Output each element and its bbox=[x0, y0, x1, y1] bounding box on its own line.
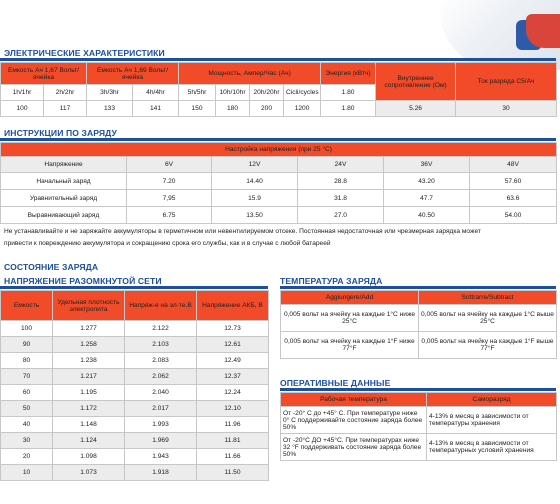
charge-state-cell: 1.258 bbox=[53, 337, 125, 353]
charge-state-cell: 1.195 bbox=[53, 385, 125, 401]
charging-row bbox=[1, 207, 557, 224]
charge-state-col-capacity: Емкость bbox=[1, 291, 53, 321]
charge-state-cell: 50 bbox=[1, 401, 53, 417]
electrical-sub-cell: 2h/2hr bbox=[44, 85, 87, 101]
charging-note-line-1: Не устанавливайте и не заряжайте аккумуляторы в герметичном или невентилируемом отсеке. Постоянная недостаточная или чрезмерная зарядка может bbox=[4, 228, 481, 235]
charge-state-col-density: Удельная плотность электролита bbox=[53, 291, 125, 321]
electrical-sub-cell: 20h/20hr bbox=[250, 85, 284, 101]
charge-state-cell: 12.73 bbox=[197, 321, 269, 337]
electrical-title: ЭЛЕКТРИЧЕСКИЕ ХАРАКТЕРИСТИКИ bbox=[4, 48, 165, 58]
electrical-value-cell: 117 bbox=[44, 101, 87, 117]
charge-state-cell: 90 bbox=[1, 337, 53, 353]
charge-state-cell: 11.50 bbox=[197, 465, 269, 481]
charge-state-col-battery-voltage: Напряжение АКБ, В bbox=[197, 291, 269, 321]
charge-state-table bbox=[0, 290, 269, 481]
electrical-head-capacity-169: Емкость Ач 1,69 Вольт/ячейка bbox=[87, 63, 179, 85]
table-row bbox=[1, 353, 269, 369]
charging-cell: 54.00 bbox=[470, 207, 557, 224]
charging-cell: 28.8 bbox=[298, 173, 384, 190]
table-row bbox=[1, 465, 269, 481]
charging-row-label: Начальный заряд bbox=[1, 173, 127, 190]
operating-cell: 4-13% в месяц в зависимости от температурных условий хранения bbox=[427, 434, 557, 461]
charge-state-cell: 70 bbox=[1, 369, 53, 385]
charging-cell: 6.75 bbox=[127, 207, 212, 224]
charge-state-cell: 2.122 bbox=[125, 321, 197, 337]
brand-decoration-red bbox=[526, 14, 560, 48]
electrical-value-cell: 150 bbox=[179, 101, 216, 117]
charge-state-cell: 60 bbox=[1, 385, 53, 401]
charging-row-label: Выравнивающий заряд bbox=[1, 207, 127, 224]
charging-cell: 63.6 bbox=[470, 190, 557, 207]
charging-cell: 31.8 bbox=[298, 190, 384, 207]
charging-row-label: Уравнительный заряд bbox=[1, 190, 127, 207]
charging-cell: 13.50 bbox=[212, 207, 298, 224]
charge-state-cell: 11.66 bbox=[197, 449, 269, 465]
electrical-value-cell: 1200 bbox=[284, 101, 321, 117]
charging-col-12v: 12V bbox=[212, 157, 298, 173]
electrical-sub-cell: 1.80 bbox=[321, 85, 376, 101]
electrical-value-cell: 180 bbox=[216, 101, 250, 117]
charge-state-cell: 12.49 bbox=[197, 353, 269, 369]
charge-state-cell: 11.81 bbox=[197, 433, 269, 449]
operating-col-temperature: Рабочая температура bbox=[281, 393, 427, 407]
charge-state-cell: 2.083 bbox=[125, 353, 197, 369]
table-row bbox=[1, 321, 269, 337]
charge-state-cell: 12.37 bbox=[197, 369, 269, 385]
temperature-rule bbox=[280, 286, 556, 289]
charge-state-subtitle: НАПРЯЖЕНИЕ РАЗОМКНУТОЙ СЕТИ bbox=[4, 276, 162, 286]
charge-state-cell: 12.10 bbox=[197, 401, 269, 417]
charging-note-line-2: привести к повреждению аккумулятора и сокращению срока его службы, как и в случае с любой батареей bbox=[4, 240, 331, 247]
table-row bbox=[1, 449, 269, 465]
charging-cell: 7.20 bbox=[127, 173, 212, 190]
electrical-head-capacity-167: Емкость Ач 1,67 Вольт/ячейка bbox=[1, 63, 87, 85]
charge-state-cell: 1.172 bbox=[53, 401, 125, 417]
operating-cell: От -20° С до +45° С. При температуре ниже 0° С поддерживайте состояние заряда более 50% bbox=[281, 407, 427, 434]
electrical-sub-cell: Cicli/cycles bbox=[284, 85, 321, 101]
operating-title: ОПЕРАТИВНЫЕ ДАННЫЕ bbox=[280, 378, 391, 388]
electrical-current-value: 30 bbox=[456, 101, 557, 117]
electrical-value-cell: 1.80 bbox=[321, 101, 376, 117]
temperature-row bbox=[281, 332, 557, 359]
charge-state-cell: 1.943 bbox=[125, 449, 197, 465]
electrical-sub-cell: 4h/4hr bbox=[133, 85, 179, 101]
operating-table bbox=[280, 392, 557, 461]
temperature-cell: 0,005 вольт на ячейку на каждые 1°C выше 25°C bbox=[419, 305, 557, 332]
charge-state-col-cell-voltage: Напряж-е на эл-те,В bbox=[125, 291, 197, 321]
charging-rule bbox=[0, 138, 556, 141]
electrical-rule bbox=[0, 58, 556, 61]
charge-state-cell: 80 bbox=[1, 353, 53, 369]
table-row bbox=[1, 385, 269, 401]
table-row bbox=[1, 369, 269, 385]
charging-col-24v: 24V bbox=[298, 157, 384, 173]
charging-title: ИНСТРУКЦИИ ПО ЗАРЯДУ bbox=[4, 128, 117, 138]
charge-state-cell: 2.017 bbox=[125, 401, 197, 417]
electrical-head-current: Ток разряда C5/Ач bbox=[456, 63, 557, 101]
charge-state-cell: 1.277 bbox=[53, 321, 125, 337]
electrical-head-power: Мощность, Ампер/Час (Ач) bbox=[179, 63, 321, 85]
charge-state-cell: 2.040 bbox=[125, 385, 197, 401]
temperature-row bbox=[281, 305, 557, 332]
table-row bbox=[1, 433, 269, 449]
operating-cell: 4-13% в месяц в зависимости от температуры хранения bbox=[427, 407, 557, 434]
charging-col-label: Напряжение bbox=[1, 157, 127, 173]
charge-state-cell: 2.062 bbox=[125, 369, 197, 385]
electrical-head-energy: Энергия (кВтч) bbox=[321, 63, 376, 85]
charge-state-title: СОСТОЯНИЕ ЗАРЯДА bbox=[4, 262, 99, 272]
operating-row bbox=[281, 434, 557, 461]
charge-state-cell: 11.96 bbox=[197, 417, 269, 433]
charge-state-cell: 10 bbox=[1, 465, 53, 481]
charge-state-cell: 12.24 bbox=[197, 385, 269, 401]
electrical-sub-cell: 5h/5hr bbox=[179, 85, 216, 101]
charging-col-6v: 6V bbox=[127, 157, 212, 173]
charging-header: Настройка напряжения (при 25 °C) bbox=[1, 143, 557, 157]
electrical-resistance-value: 5.26 bbox=[376, 101, 456, 117]
charging-row bbox=[1, 190, 557, 207]
temperature-cell: 0,005 вольт на ячейку на каждые 1°F ниже 77°F bbox=[281, 332, 419, 359]
charge-state-cell: 1.217 bbox=[53, 369, 125, 385]
charge-state-cell: 12.61 bbox=[197, 337, 269, 353]
electrical-value-cell: 200 bbox=[250, 101, 284, 117]
electrical-sub-cell: 3h/3hr bbox=[87, 85, 133, 101]
charging-cell: 15.9 bbox=[212, 190, 298, 207]
temperature-title: ТЕМПЕРАТУРА ЗАРЯДА bbox=[280, 276, 383, 286]
temperature-table bbox=[280, 290, 557, 359]
electrical-value-cell: 133 bbox=[87, 101, 133, 117]
charge-state-cell: 20 bbox=[1, 449, 53, 465]
electrical-head-resistance: Внутреннее сопротивление (Ом) bbox=[376, 63, 456, 101]
electrical-sub-cell: 10h/10hr bbox=[216, 85, 250, 101]
table-row bbox=[1, 417, 269, 433]
charge-state-rule bbox=[0, 286, 268, 289]
charge-state-cell: 1.969 bbox=[125, 433, 197, 449]
charge-state-cell: 1.073 bbox=[53, 465, 125, 481]
charging-cell: 57.60 bbox=[470, 173, 557, 190]
charge-state-cell: 1.124 bbox=[53, 433, 125, 449]
charge-state-cell: 100 bbox=[1, 321, 53, 337]
charging-cell: 27.0 bbox=[298, 207, 384, 224]
charging-cell: 14.40 bbox=[212, 173, 298, 190]
charge-state-cell: 1.918 bbox=[125, 465, 197, 481]
temperature-cell: 0,005 вольт на ячейку на каждые 1°F выше 77°F bbox=[419, 332, 557, 359]
charge-state-cell: 2.103 bbox=[125, 337, 197, 353]
electrical-table bbox=[0, 62, 557, 117]
electrical-value-cell: 141 bbox=[133, 101, 179, 117]
charging-cell: 43.20 bbox=[384, 173, 470, 190]
electrical-value-cell: 100 bbox=[1, 101, 44, 117]
electrical-sub-cell: 1h/1hr bbox=[1, 85, 44, 101]
operating-col-self-discharge: Саморазряд bbox=[427, 393, 557, 407]
charging-row bbox=[1, 173, 557, 190]
charge-state-cell: 1.098 bbox=[53, 449, 125, 465]
charge-state-cell: 1.148 bbox=[53, 417, 125, 433]
charging-table bbox=[0, 142, 557, 224]
temperature-col-add: Aggiungere/Add bbox=[281, 291, 419, 305]
charge-state-cell: 1.238 bbox=[53, 353, 125, 369]
temperature-cell: 0,005 вольт на ячейку на каждые 1°C ниже 25°C bbox=[281, 305, 419, 332]
charging-cell: 40.50 bbox=[384, 207, 470, 224]
charging-cell: 7,95 bbox=[127, 190, 212, 207]
temperature-col-subtract: Sottrarre/Subtract bbox=[419, 291, 557, 305]
charging-col-36v: 36V bbox=[384, 157, 470, 173]
charging-col-48v: 48V bbox=[470, 157, 557, 173]
charging-cell: 47.7 bbox=[384, 190, 470, 207]
charge-state-cell: 1.993 bbox=[125, 417, 197, 433]
table-row bbox=[1, 337, 269, 353]
operating-cell: От -20°С ДО +45°С. При температурах ниже 32 °F поддерживать состояние заряда более 50% bbox=[281, 434, 427, 461]
operating-rule bbox=[280, 388, 556, 391]
charge-state-cell: 30 bbox=[1, 433, 53, 449]
operating-row bbox=[281, 407, 557, 434]
table-row bbox=[1, 401, 269, 417]
charge-state-cell: 40 bbox=[1, 417, 53, 433]
